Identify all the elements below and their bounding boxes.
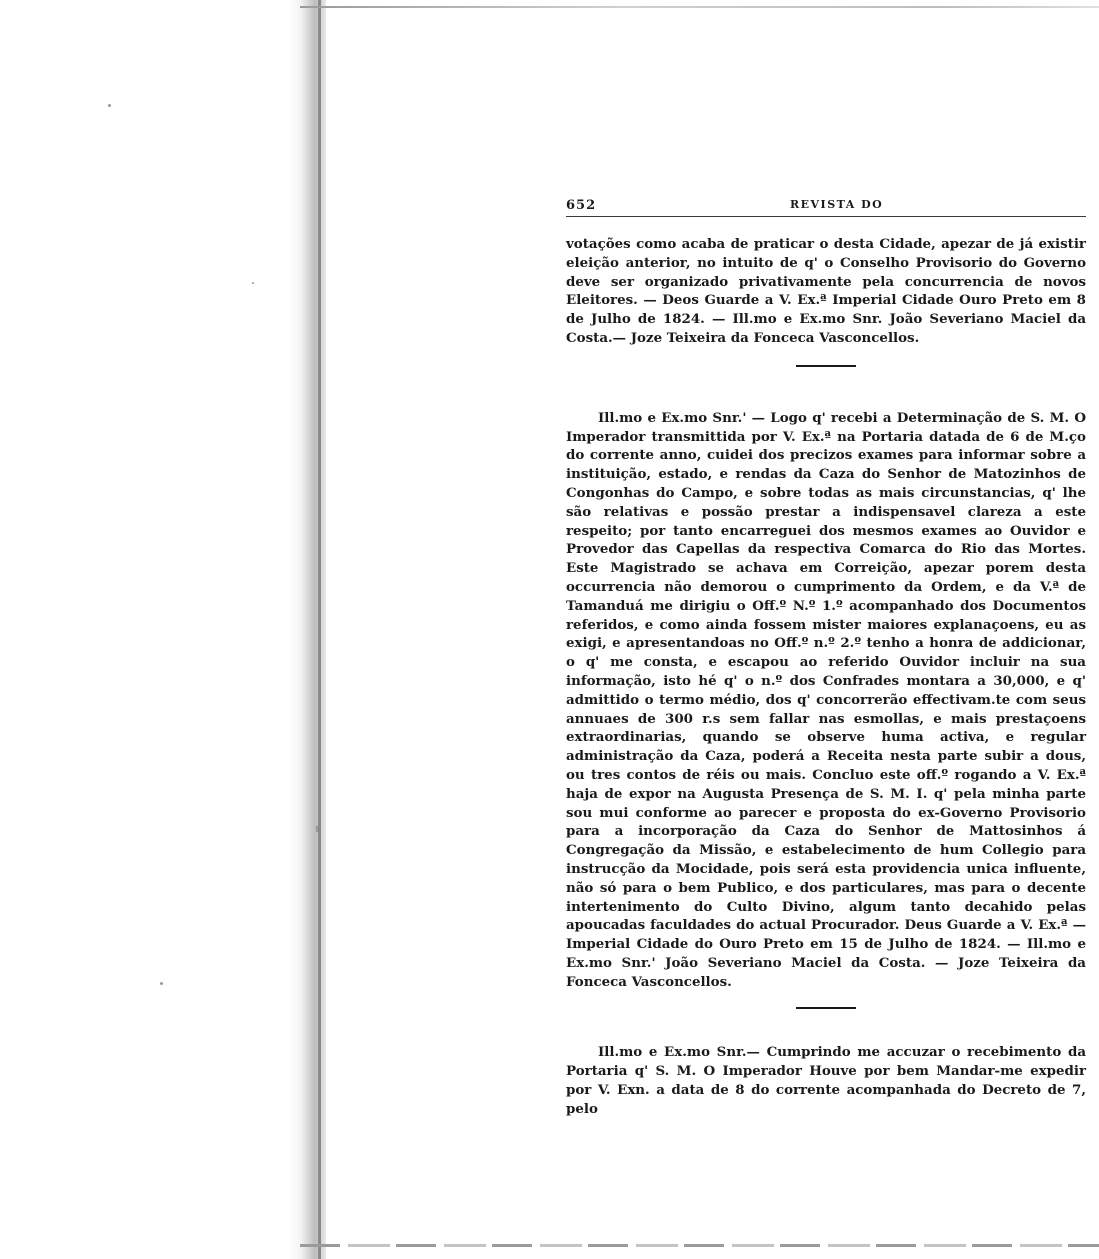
header-rule (566, 216, 1086, 217)
section-separator (796, 365, 856, 367)
letter-paragraph: Ill.mo e Ex.mo Snr.— Cumprindo me accuzar o recebimento da Portaria q' S. M. O Imperador Houve por bem Mandar-me expedir por V. Exn. a data de 8 do corrente acompanhada do Decreto de 7, pelo (566, 1044, 1086, 1117)
scan-speck (108, 104, 111, 107)
page-number: 652 (566, 198, 597, 213)
scan-top-edge (300, 6, 1099, 8)
running-title: REVISTA DO (790, 198, 884, 211)
scan-speck (160, 982, 163, 985)
running-head (566, 196, 1086, 216)
scan-speck (316, 826, 318, 832)
scan-bottom-edge (300, 1244, 1099, 1247)
document-page (566, 196, 1086, 1119)
letter-paragraph: votações como acaba de praticar o desta Cidade, apezar de já existir eleição anterior, no intuito de q' o Conselho Provisorio do Governo deve ser organizado privativamente pela concurrencia de novos Eleitores. — Deos Guarde a V. Ex.ª Imperial Cidade Ouro Preto em 8 de Julho de 1824. — Ill.mo e Ex.mo Snr. João Severiano Maciel da Costa.— Joze Teixeira da Fonceca Vasconcellos. (566, 236, 1086, 346)
letter-paragraph: Ill.mo e Ex.mo Snr.' — Logo q' recebi a Determinação de S. M. O Imperador transmittida por V. Ex.ª na Portaria datada de 6 de M.ço do corrente anno, cuidei dos precizos exames para informar sobre a instituição, estado, e rendas da Caza do Senhor de Matozinhos de Congonhas do Campo, e sobre todas as mais circunstancias, q' lhe são relativas e possão prestar a indispensavel clareza a este respeito; por tanto encarreguei dos mesmos exames ao Ouvidor e Provedor das Capellas da respectiva Comarca do Rio das Mortes. Este Magistrado se achava em Correição, apezar porem desta occurrencia não demorou o cumprimento da Ordem, e da V.ª de Tamanduá me dirigiu o Off.º N.º 1.º acompanhado dos Documentos referidos, e como ainda fossem mister maiores explanaçoens, eu as exigi, e apresentandoas no Off.º n.º 2.º tenho a honra de addicionar, o q' me consta, e escapou ao referido Ouvidor incluir na sua informação, isto hé q' o n.º dos Confrades montara a 30,000, e q' admittido o termo médio, dos q' concorrerão effectivam.te com seus annuaes de 300 r.s sem fallar nas esmollas, e mais prestaçoens extraordinarias, quando se observe huma activa, e regular administração da Caza, poderá a Receita nesta parte subir a dous, ou tres contos de réis ou mais. Concluo este off.º rogando a V. Ex.ª haja de expor na Augusta Presença de S. M. I. q' pela minha parte sou mui conforme ao parecer e proposta do ex-Governo Provisorio para a incorporação da Caza do Senhor de Mattosinhos á Congregação da Missão, e estabelecimento de hum Collegio para instrucção da Mocidade, pois será esta providencia unica influente, não só para o bem Publico, e dos particulares, mas para o decente intertenimento do Culto Divino, algum tanto decahido pelas apoucadas faculdades do actual Procurador. Deus Guarde a V. Ex.ª — Imperial Cidade do Ouro Preto em 15 de Julho de 1824. — Ill.mo e Ex.mo Snr.' João Severiano Maciel da Costa. — Joze Teixeira da Fonceca Vasconcellos. (566, 409, 1086, 990)
page-gutter-line (318, 0, 321, 1259)
section-separator (796, 1007, 856, 1009)
scan-speck (252, 282, 254, 284)
